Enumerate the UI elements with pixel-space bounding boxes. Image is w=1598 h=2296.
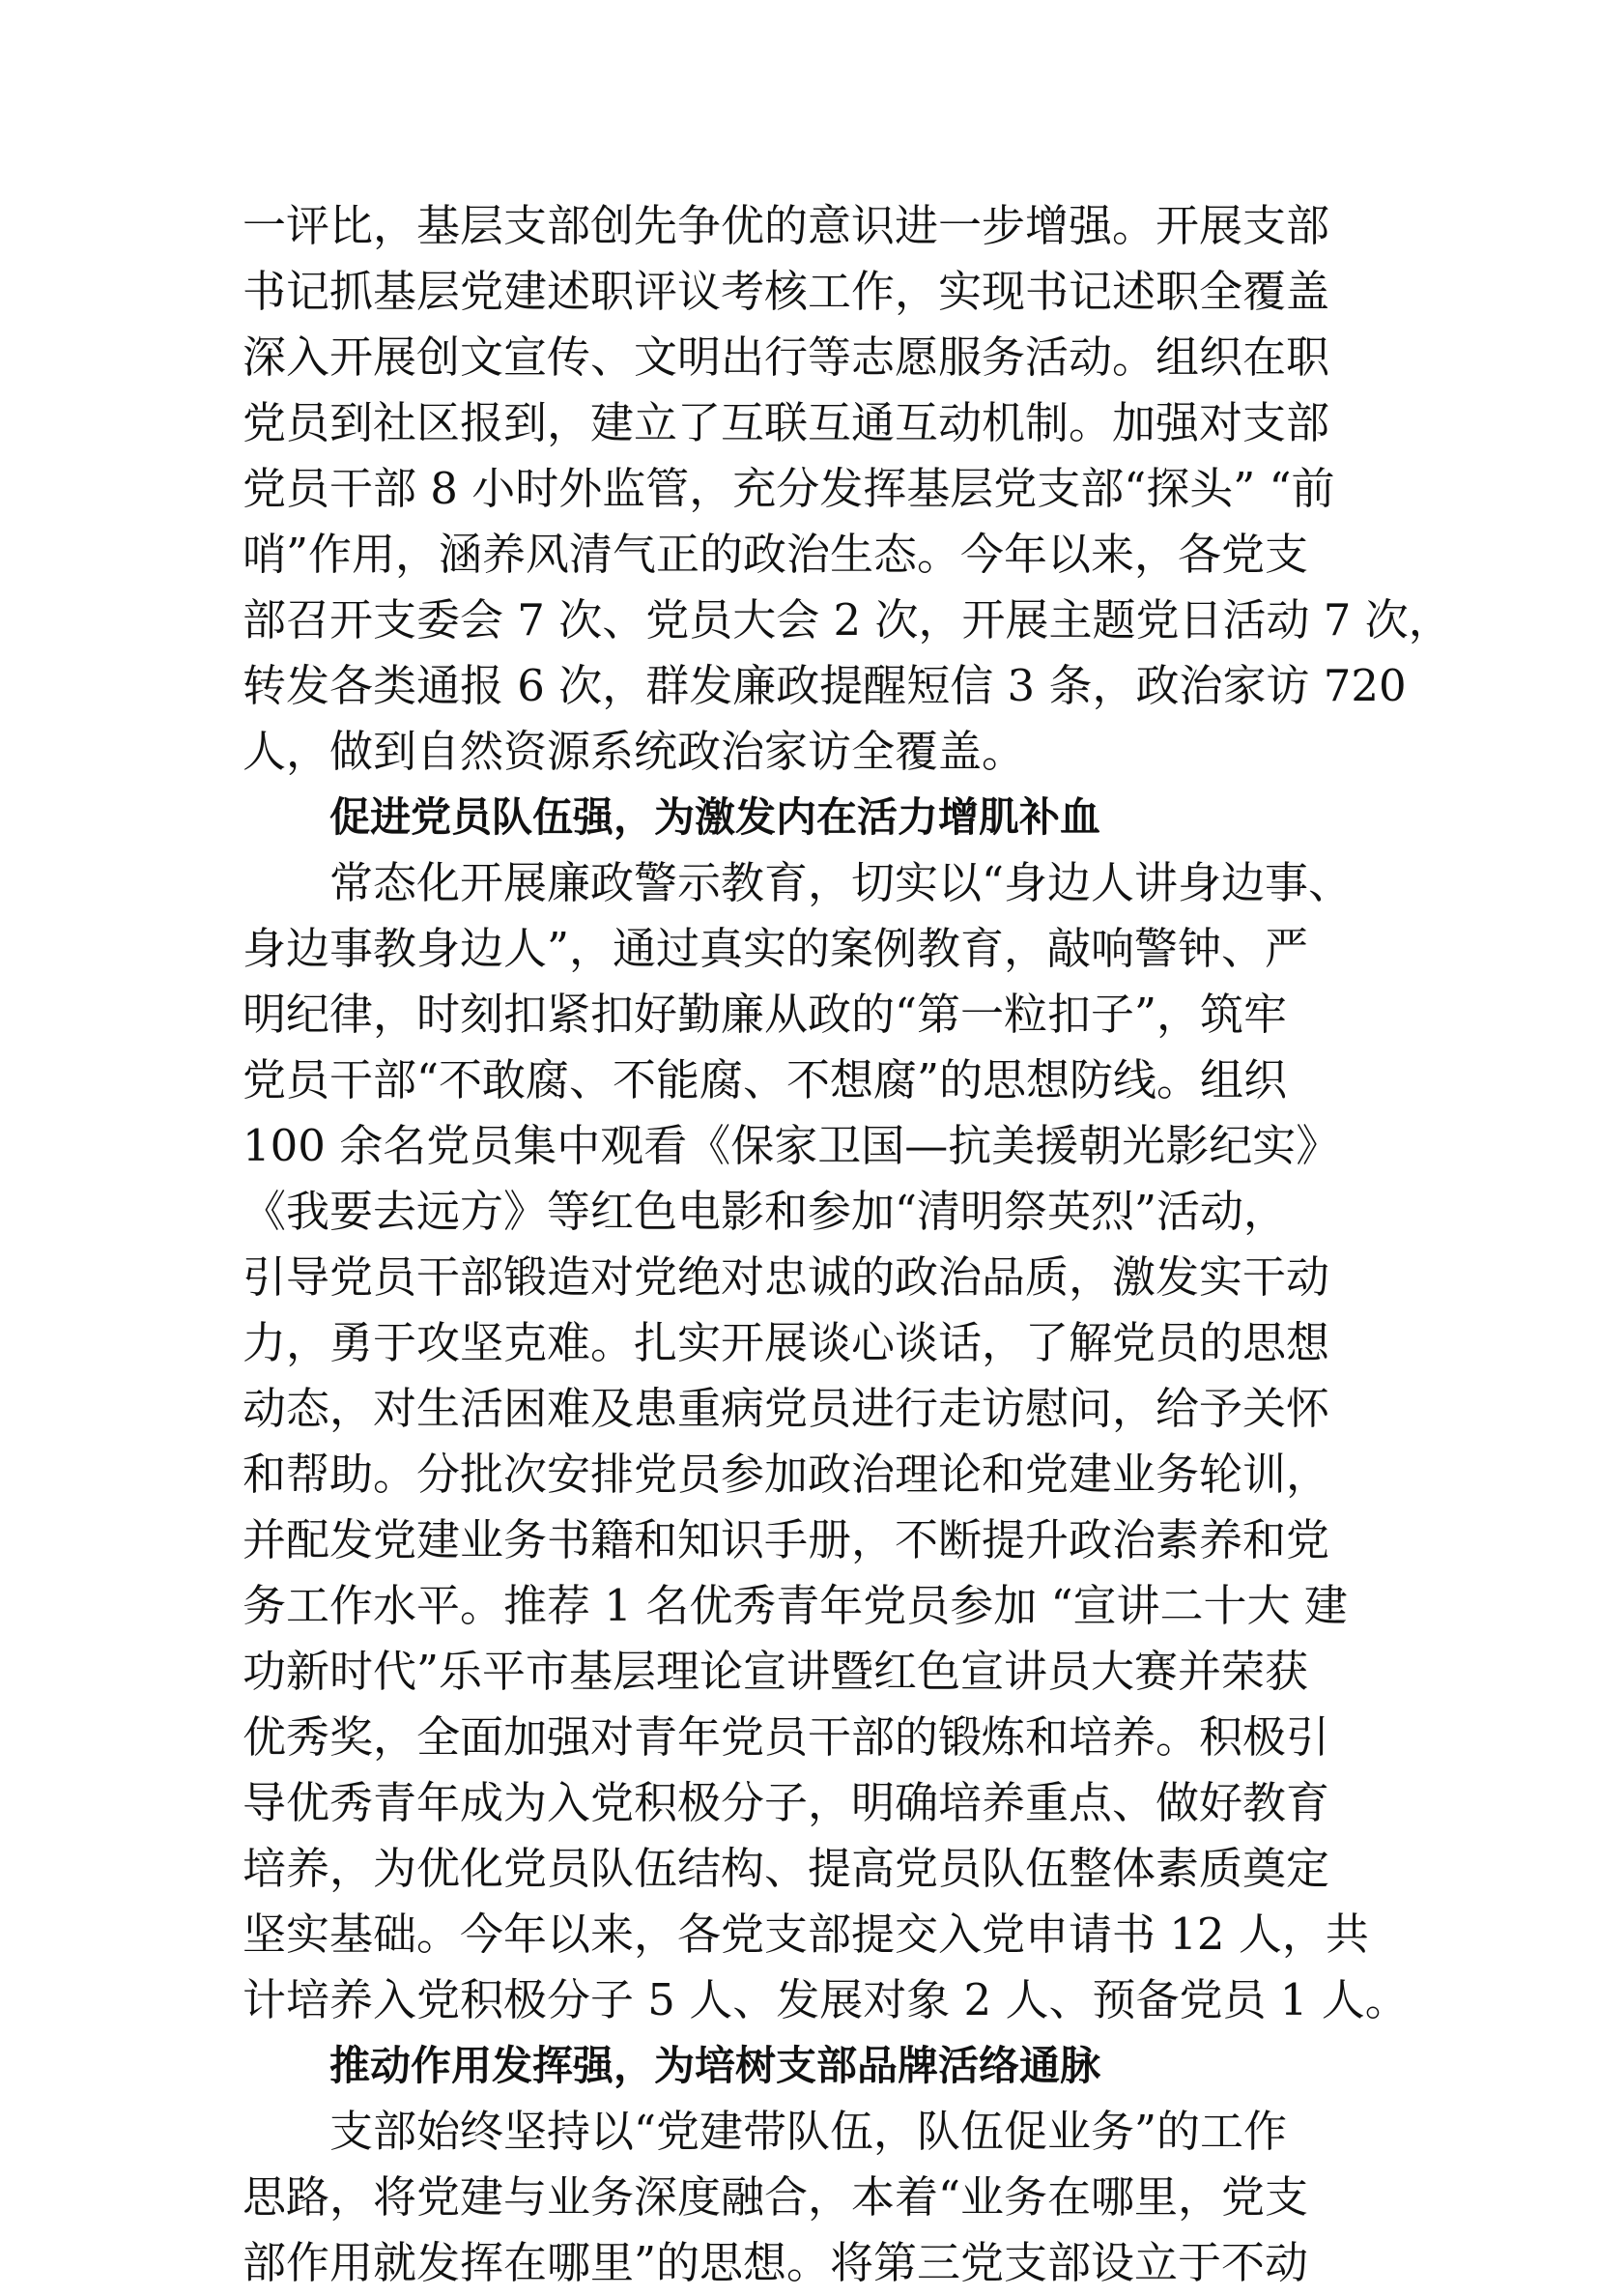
text-line: 导优秀青年成为入党积极分子，明确培养重点、做好教育 [243,1777,1330,1828]
text-line: 功新时代”乐平市基层理论宣讲暨红色宣讲员大赛并荣获 [243,1646,1309,1697]
section-heading-team: 促进党员队伍强，为激发内在活力增肌补血 [329,793,1101,841]
text-line: 100 余名党员集中观看《保家卫国—抗美援朝光影纪实》 [243,1120,1340,1171]
text-line: 党员到社区报到，建立了互联互通互动机制。加强对支部 [243,397,1330,448]
paragraph-supervision [243,193,1452,785]
document-page [243,193,1452,2296]
text-line: 务工作水平。推荐 1 名优秀青年党员参加 “宣讲二十大 建 [243,1580,1348,1631]
text-line: 人，做到自然资源系统政治家访全覆盖。 [243,726,1026,777]
text-line: 明纪律，时刻扣紧扣好勤廉从政的“第一粒扣子”，筑牢 [243,989,1288,1040]
text-line: 和帮助。分批次安排党员参加政治理论和党建业务轮训， [243,1449,1330,1500]
text-line: 深入开展创文宣传、文明出行等志愿服务活动。组织在职 [243,331,1330,383]
text-line: 动态，对生活困难及患重病党员进行走访慰问，给予关怀 [243,1383,1330,1434]
text-line: 思路，将党建与业务深度融合，本着“业务在哪里，党支 [243,2171,1309,2223]
text-line: 计培养入党积极分子 5 人、发展对象 2 人、预备党员 1 人。 [243,1974,1409,2025]
text-line: 一评比，基层支部创先争优的意识进一步增强。开展支部 [243,200,1330,251]
section-heading-brand: 推动作用发挥强，为培树支部品牌活络通脉 [329,2042,1101,2089]
text-line: 党员干部 8 小时外监管，充分发挥基层党支部“探头” “前 [243,463,1335,514]
text-line: 党员干部“不敢腐、不能腐、不想腐”的思想防线。组织 [243,1054,1288,1105]
text-line: 部作用就发挥在哪里”的思想。将第三党支部设立于不动 [243,2237,1309,2288]
text-line: 部召开支委会 7 次、党员大会 2 次，开展主题党日活动 7 次， [243,594,1452,646]
paragraph-education [243,850,1409,2033]
text-line: 培养，为优化党员队伍结构、提高党员队伍整体素质奠定 [243,1843,1330,1894]
text-line: 身边事教身边人”，通过真实的案例教育，敲响警钟、严 [243,923,1309,974]
text-line: 哨”作用，涵养风清气正的政治生态。今年以来，各党支 [243,529,1309,580]
text-line: 书记抓基层党建述职评议考核工作，实现书记述职全覆盖 [243,266,1330,317]
text-line: 转发各类通报 6 次，群发廉政提醒短信 3 条，政治家访 720 [243,660,1407,711]
text-line: 常态化开展廉政警示教育，切实以“身边人讲身边事、 [329,857,1353,908]
text-line: 坚实基础。今年以来，各党支部提交入党申请书 12 人，共 [243,1909,1369,1960]
text-line: 优秀奖，全面加强对青年党员干部的锻炼和培养。积极引 [243,1711,1330,1763]
paragraph-integration [243,2099,1373,2296]
text-line: 并配发党建业务书籍和知识手册，不断提升政治素养和党 [243,1514,1330,1565]
text-line: 引导党员干部锻造对党绝对忠诚的政治品质，激发实干动 [243,1251,1330,1303]
text-line: 《我要去远方》等红色电影和参加“清明祭英烈”活动， [243,1186,1288,1237]
text-line: 支部始终坚持以“党建带队伍，队伍促业务”的工作 [329,2106,1288,2157]
text-line: 力，勇于攻坚克难。扎实开展谈心谈话，了解党员的思想 [243,1317,1330,1368]
